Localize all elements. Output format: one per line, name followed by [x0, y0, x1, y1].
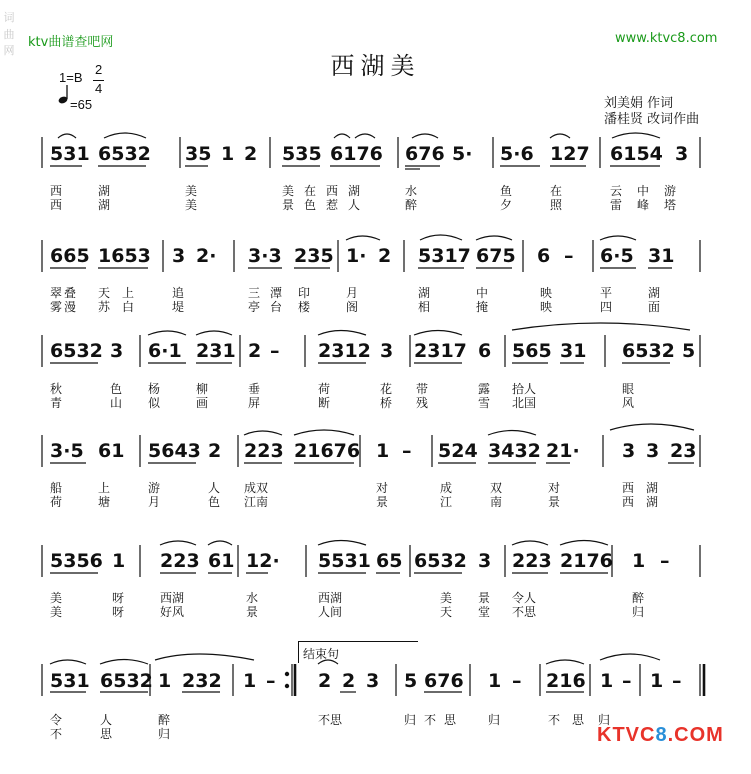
- lyric: 风: [622, 396, 635, 410]
- note-group: 1: [650, 670, 664, 692]
- note-group: 1: [112, 550, 126, 572]
- lyric: 柳: [196, 382, 209, 396]
- lyric: 西: [50, 198, 63, 212]
- lyric: 湖: [98, 184, 111, 198]
- lyric: 堂: [478, 605, 491, 619]
- lyric: 西: [622, 481, 635, 495]
- note-group: –: [512, 670, 522, 692]
- lyric: 不思: [318, 713, 343, 727]
- lyric: 四: [600, 300, 613, 314]
- note-group: 223: [512, 550, 552, 572]
- note-group: 1: [243, 670, 257, 692]
- note-group: 2176: [560, 550, 613, 572]
- note-group: 2312: [318, 340, 371, 362]
- note-group: 5: [404, 670, 418, 692]
- lyric: 潭: [270, 286, 283, 300]
- lyric: 水: [246, 591, 259, 605]
- lyric: 映: [540, 286, 553, 300]
- note-group: 223: [160, 550, 200, 572]
- lyric: 画: [196, 396, 209, 410]
- lyric: 令: [50, 713, 63, 727]
- site-url-right[interactable]: www.ktvc8.com: [615, 31, 718, 46]
- lyric: 西: [622, 495, 635, 509]
- note-group: 3: [172, 245, 186, 267]
- note-group: 1: [376, 440, 390, 462]
- lyric: 醉: [158, 713, 171, 727]
- note-group: 35: [185, 143, 212, 165]
- note-group: –: [672, 670, 682, 692]
- note-group: 5: [682, 340, 696, 362]
- lyric: 归: [404, 713, 417, 727]
- note-group: –: [660, 550, 670, 572]
- note-group: 6532: [100, 670, 153, 692]
- lyric: 面: [648, 300, 661, 314]
- note-group: 235: [294, 245, 334, 267]
- lyric: 西湖: [318, 591, 343, 605]
- lyric: 似: [148, 396, 161, 410]
- lyric: 平: [600, 286, 613, 300]
- note-group: 6154: [610, 143, 663, 165]
- lyric: 堤: [172, 300, 185, 314]
- lyric: 眼: [622, 382, 635, 396]
- note-group: 3: [478, 550, 492, 572]
- note-group: 6176: [330, 143, 383, 165]
- lyric: 翠: [50, 286, 63, 300]
- note-group: –: [564, 245, 574, 267]
- note-group: 232: [182, 670, 222, 692]
- note-group: 223: [244, 440, 284, 462]
- lyric: 桥: [380, 396, 393, 410]
- note-group: 3: [366, 670, 380, 692]
- lyric: 露: [478, 382, 491, 396]
- lyric: 思: [100, 727, 113, 741]
- lyric: 花: [380, 382, 393, 396]
- note-group: 127: [550, 143, 590, 165]
- note-group: 5·6: [500, 143, 534, 165]
- lyric: 雷峰塔: [610, 198, 692, 212]
- note-group: 2: [342, 670, 356, 692]
- lyric: 归: [488, 713, 501, 727]
- lyric: 印: [298, 286, 311, 300]
- note-group: 31: [648, 245, 675, 267]
- lyric: 秋: [50, 382, 63, 396]
- note-group: 12·: [246, 550, 280, 572]
- note-group: 1653: [98, 245, 151, 267]
- lyric: 在: [550, 184, 563, 198]
- note-group: 531: [50, 670, 90, 692]
- note-group: 665: [50, 245, 90, 267]
- note-group: 5643: [148, 440, 201, 462]
- note-group: 5·: [452, 143, 473, 165]
- lyric: 漫: [64, 300, 77, 314]
- lyric: 拾人: [512, 382, 537, 396]
- watermark-left: 词曲网: [3, 11, 15, 57]
- site-logo: KTVC8.COM: [597, 724, 724, 746]
- note-group: 6: [478, 340, 492, 362]
- lyric: 苏: [98, 300, 111, 314]
- note-group: 565: [512, 340, 552, 362]
- lyric: 人: [100, 713, 113, 727]
- composer-credit: 潘桂贤 改词作曲: [604, 112, 700, 127]
- lyric: 垂: [248, 382, 261, 396]
- lyric: 归: [632, 605, 645, 619]
- lyric: 天: [98, 286, 111, 300]
- lyric: 思: [444, 713, 457, 727]
- lyric: 湖: [646, 495, 659, 509]
- lyric: 楼: [298, 300, 311, 314]
- lyric: 残: [416, 396, 429, 410]
- note-group: 6532: [98, 143, 151, 165]
- lyric: 不: [548, 713, 561, 727]
- lyric: 景: [548, 495, 561, 509]
- lyric: 景: [478, 591, 491, 605]
- note-group: –: [270, 340, 280, 362]
- note-group: 1: [488, 670, 502, 692]
- system-3: [42, 323, 700, 367]
- lyric: 月: [148, 495, 161, 509]
- lyric: 美: [440, 591, 453, 605]
- tempo-marking: =65: [70, 97, 93, 112]
- note-group: –: [402, 440, 412, 462]
- lyric: 上: [98, 481, 111, 495]
- note-group: 31: [560, 340, 587, 362]
- lyric: 色: [110, 382, 123, 396]
- note-group: 6532: [622, 340, 675, 362]
- lyric: 湖: [418, 286, 431, 300]
- note-group: 6·1: [148, 340, 182, 362]
- lyric: 云中游: [610, 184, 692, 198]
- note-group: 5317: [418, 245, 471, 267]
- lyric: 醉: [632, 591, 645, 605]
- note-group: 675: [476, 245, 516, 267]
- note-group: 3432: [488, 440, 541, 462]
- lyric: 青: [50, 396, 63, 410]
- lyric: 白: [122, 300, 135, 314]
- note-group: 2317: [414, 340, 467, 362]
- lyric: 北国: [512, 396, 537, 410]
- note-group: 2: [248, 340, 262, 362]
- time-signature-top: 2: [95, 62, 103, 77]
- lyric: 呀: [112, 605, 125, 619]
- lyric: 对: [376, 481, 389, 495]
- note-group: 531: [50, 143, 90, 165]
- lyric: 湖: [98, 198, 111, 212]
- note-group: 676: [405, 143, 445, 165]
- lyric: 荷: [318, 382, 331, 396]
- lyric: 景: [246, 605, 259, 619]
- lyric: 色: [208, 495, 221, 509]
- note-group: 2: [244, 143, 258, 165]
- lyric: 雪: [478, 396, 491, 410]
- lyric: 水: [405, 184, 418, 198]
- note-group: 3: [380, 340, 394, 362]
- lyric: 令人: [512, 591, 537, 605]
- note-group: 1: [632, 550, 646, 572]
- site-name-left[interactable]: ktv曲谱查吧网: [28, 35, 114, 50]
- note-group: 535: [282, 143, 322, 165]
- lyric: 夕: [500, 198, 513, 212]
- lyric: 叠: [64, 286, 77, 300]
- lyric: 对: [548, 481, 561, 495]
- note-group: 61: [208, 550, 235, 572]
- note-group: 524: [438, 440, 478, 462]
- lyric: 好风: [160, 605, 185, 619]
- lyric: 南: [490, 495, 503, 509]
- lyric: 游: [148, 481, 161, 495]
- lyric: 月: [346, 286, 359, 300]
- note-group: 2: [208, 440, 222, 462]
- lyric: 断: [318, 396, 331, 410]
- lyric: 荷: [50, 495, 63, 509]
- note-group: 5531: [318, 550, 371, 572]
- lyric: 双: [490, 481, 503, 495]
- note-group: 5356: [50, 550, 103, 572]
- lyric: 台: [270, 300, 283, 314]
- note-group: 21676: [294, 440, 361, 462]
- lyric: 山: [110, 396, 123, 410]
- note-group: 1: [600, 670, 614, 692]
- note-group: 6: [537, 245, 551, 267]
- lyric: 三: [248, 286, 261, 300]
- lyric: 屏: [248, 396, 261, 410]
- lyric: 江: [440, 495, 453, 509]
- lyric: 不思: [512, 605, 537, 619]
- note-group: 6532: [414, 550, 467, 572]
- time-signature-bottom: 4: [95, 81, 103, 96]
- lyric: 映: [540, 300, 553, 314]
- lyric: 塘: [98, 495, 111, 509]
- note-group: 3: [622, 440, 636, 462]
- lyric: 中: [476, 286, 489, 300]
- end-section-frame-top: [298, 641, 418, 643]
- note-group: 3·5: [50, 440, 84, 462]
- lyric: 追: [172, 286, 185, 300]
- note-group: –: [266, 670, 276, 692]
- note-group: 231: [196, 340, 236, 362]
- end-section-label: 结束句: [303, 647, 340, 661]
- key-signature: 1=B: [59, 70, 83, 85]
- note-group: 676: [424, 670, 464, 692]
- lyric: 雾: [50, 300, 63, 314]
- lyric: 美: [185, 198, 198, 212]
- note-group: 2: [378, 245, 392, 267]
- note-group: 2·: [196, 245, 217, 267]
- lyric: 思: [572, 713, 585, 727]
- note-group: 6532: [50, 340, 103, 362]
- note-group: 6·5: [600, 245, 634, 267]
- lyric: 呀: [112, 591, 125, 605]
- lyric: 相: [418, 300, 431, 314]
- lyricist-credit: 刘美娟 作词: [604, 96, 674, 111]
- note-group: 1·: [346, 245, 367, 267]
- lyric: 照: [550, 198, 563, 212]
- lyric: 不: [50, 727, 63, 741]
- lyric: 阁: [346, 300, 359, 314]
- lyric: 醉: [405, 198, 418, 212]
- lyric: 杨: [148, 382, 161, 396]
- lyric: 西湖: [160, 591, 185, 605]
- lyric: 人: [208, 481, 221, 495]
- lyric: 上: [122, 286, 135, 300]
- song-title: 西湖美: [330, 52, 421, 80]
- note-group: 3: [675, 143, 689, 165]
- lyric: 带: [416, 382, 429, 396]
- lyric: 船: [50, 481, 63, 495]
- system-4: [42, 424, 700, 467]
- note-group: 3·3: [248, 245, 282, 267]
- note-group: 61: [98, 440, 125, 462]
- note-group: 1: [158, 670, 172, 692]
- note-group: 21·: [546, 440, 580, 462]
- lyric: 成双: [244, 481, 269, 495]
- lyric: 美在西湖: [282, 184, 371, 198]
- lyric: 掩: [476, 300, 489, 314]
- lyric: 江南: [244, 495, 269, 509]
- lyric: 湖: [646, 481, 659, 495]
- lyric: 湖: [648, 286, 661, 300]
- note-group: 3: [646, 440, 660, 462]
- lyric: 人间: [318, 605, 343, 619]
- lyric: 美: [50, 605, 63, 619]
- lyric: 天: [440, 605, 453, 619]
- lyric: 西: [50, 184, 63, 198]
- note-group: 23: [670, 440, 697, 462]
- lyric: 不: [424, 713, 437, 727]
- end-section-frame-left: [298, 641, 300, 663]
- lyric: 美: [185, 184, 198, 198]
- lyric: 景: [376, 495, 389, 509]
- note-group: 216: [546, 670, 586, 692]
- lyric: 美: [50, 591, 63, 605]
- note-group: 2: [318, 670, 332, 692]
- lyric: 归: [158, 727, 171, 741]
- note-group: –: [622, 670, 632, 692]
- lyric: 景色惹人: [282, 198, 371, 212]
- note-group: 1: [221, 143, 235, 165]
- lyric: 归: [598, 713, 611, 727]
- lyric: 鱼: [500, 184, 513, 198]
- lyric: 亭: [248, 300, 261, 314]
- note-group: 3: [110, 340, 124, 362]
- note-group: 65: [376, 550, 403, 572]
- lyric: 成: [440, 481, 453, 495]
